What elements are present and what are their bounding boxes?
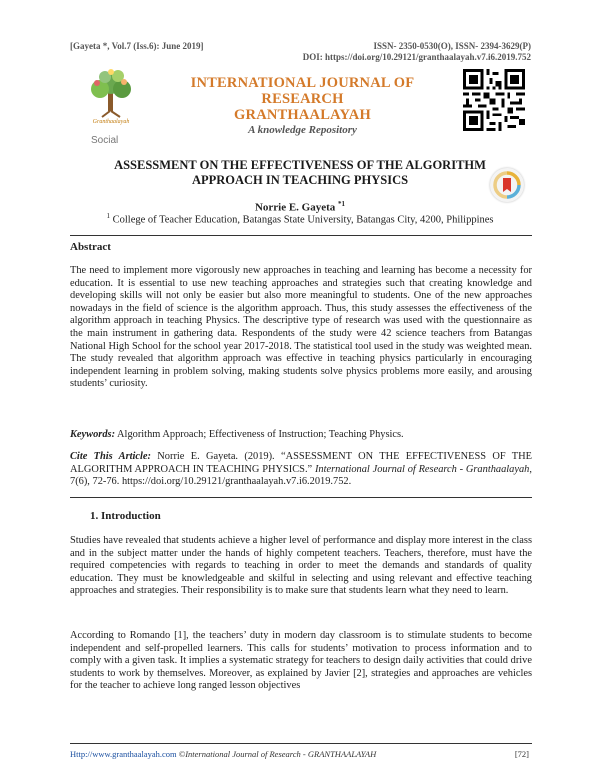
citation xyxy=(70,451,532,489)
page-number: [72] xyxy=(514,749,529,759)
keywords-text: Algorithm Approach; Effectiveness of Instruction; Teaching Physics. xyxy=(115,429,404,440)
abstract-bottom-rule xyxy=(70,497,532,498)
qr-code xyxy=(463,69,525,131)
introduction-heading: 1. Introduction xyxy=(90,510,161,522)
footer-left xyxy=(70,749,376,759)
footer-url[interactable]: Http://www.granthaalayah.com xyxy=(70,749,177,759)
journal-masthead xyxy=(150,75,455,137)
running-header-left: [Gayeta *, Vol.7 (Iss.6): June 2019] xyxy=(70,41,204,51)
abstract-heading: Abstract xyxy=(70,241,111,253)
citation-journal: International Journal of Research - Granthaalayah xyxy=(314,463,530,475)
doi-text: DOI: https://doi.org/10.29121/granthaalayah.v7.i6.2019.752 xyxy=(302,52,531,62)
footer-copyright: ©International Journal of Research - GRANTHAALAYAH xyxy=(176,749,377,759)
journal-logo xyxy=(80,63,142,125)
journal-name-line1: INTERNATIONAL JOURNAL OF RESEARCH xyxy=(190,75,415,107)
footer-rule xyxy=(70,743,532,744)
title-line-2: APPROACH IN TEACHING PHYSICS xyxy=(191,173,409,187)
journal-tagline: A knowledge Repository xyxy=(248,124,357,136)
citation-label: Cite This Article: xyxy=(70,451,151,462)
paper-title xyxy=(70,158,530,188)
logo-caption: Granthaalayah xyxy=(92,119,130,125)
issn-text: ISSN- 2350-0530(O), ISSN- 2394-3629(P) xyxy=(373,41,531,51)
title-line-1: ASSESSMENT ON THE EFFECTIVENESS OF THE ALGORITHM xyxy=(114,158,486,172)
check-updates-icon[interactable] xyxy=(490,168,524,202)
journal-name-line2: GRANTHAALAYAH xyxy=(234,107,371,123)
author-name: Norrie E. Gayeta xyxy=(254,201,339,214)
intro-paragraph-1: Studies have revealed that students achieve a higher level of performance and display more interest in the class and in the subject matter under the hands of highly competent teachers. Teachers, therefore, must have the required competencies with regards to teaching in order to meet the demands and standards of quality education. They must be knowledgeable and skilful in selecting and using relevant and effective teaching approaches and strategies. Their responsibility is to make sure that students learn what they need to learn. xyxy=(70,535,532,597)
abstract-top-rule xyxy=(70,235,532,236)
keywords-label: Keywords: xyxy=(70,429,116,440)
section-label: Social xyxy=(91,135,119,146)
citation-text-a: Norrie E. Gayeta. (2019). “ASSESSMENT ON THE EFFECTIVENESS OF THE ALGORITHM APPROACH IN TEACHING PHYSICS.” xyxy=(70,451,532,475)
citation-text-b: , 7(6), 72-76. https://doi.org/10.29121/granthaalayah.v7.i6.2019.752. xyxy=(70,463,532,488)
intro-paragraph-2: According to Romando [1], the teachers’ duty in modern day classroom is to stimulate students to become independent and self-propelled learners. This calls for students’ motivation to process information and to comply with a given task. It implies a systematic strategy for teachers to design daily activities that could drive students to work by themselves. Moreover, as explained by Javier [2], strategies and approaches are vehicles for the teacher to achieve long ranged lesson objectives xyxy=(70,630,532,692)
author-mark: *1 xyxy=(338,200,346,208)
abstract-body: The need to implement more vigorously new approaches in teaching and learning has become a necessity for education. It is essential to use new teaching approaches and strategies such that creating knowledge and developing skills will not only be easier but also more meaningful to students. One of the new approaches nowadays in the field of science is the algorithm approach. Thus, this study assesses the effectiveness of the algorithm approach in teaching Physics. The descriptive type of research was used with the questionnaire as the main instrument in gathering data. Respondents of the study were 42 science teachers from Batangas National High School for the school year 2017-2018. The statistical tool used in the study was weighted mean. The study revealed that algorithm approach was effective in teaching physics particularly in encouraging independent learning in problem solving, making students solve physics problems more easily, and arousing students’ curiosity. xyxy=(70,265,532,390)
affiliation-text: College of Teacher Education, Batangas State University, Batangas City, 4200, Philippines xyxy=(109,214,494,226)
affiliation xyxy=(70,212,530,226)
keywords xyxy=(70,429,532,442)
affiliation-mark: 1 xyxy=(106,212,110,220)
running-header-right xyxy=(303,41,531,63)
